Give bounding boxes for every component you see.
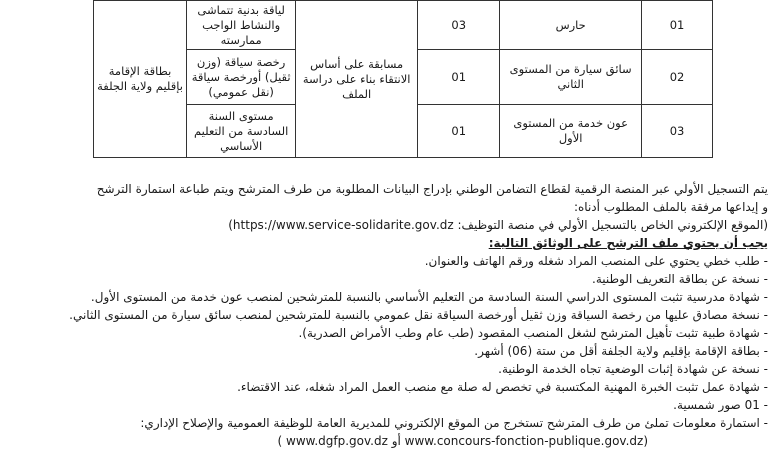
documents-heading: يجب أن يحتوي ملف الترشح على الوثائق التالية: — [488, 236, 768, 250]
post-name: حارس — [500, 1, 642, 50]
post-name: سائق سيارة من المستوى الثاني — [500, 50, 642, 105]
document-item: - نسخة مصادق عليها من رخصة السياقة وزن ثقيل أورخصة السياقة نقل عمومي بالنسبة للمترشحين لمنصب سائق سيارة من المستوى الثاني. — [69, 308, 768, 322]
post-count: 03 — [418, 1, 500, 50]
post-count: 01 — [418, 105, 500, 158]
residence-scope: بطاقة الإقامة بإقليم ولاية الجلفة — [94, 1, 187, 158]
document-item: - 01 صور شمسية. — [673, 398, 768, 412]
website-line: (الموقع الإلكتروني الخاص بالتسجيل الأولي في منصة التوظيف: https://www.service-solidarite.gov.dz) — [228, 218, 768, 232]
post-condition: رخصة سياقة (وزن ثقيل) أورخصة سياقة (نقل عمومي) — [187, 50, 296, 105]
recruitment-mode: مسابقة على أساس الانتقاء بناء على دراسة الملف — [296, 1, 418, 158]
row-number: 01 — [642, 1, 713, 50]
post-condition: لياقة بدنية تتماشى والنشاط الواجب ممارسته — [187, 1, 296, 50]
instructions-text — [8, 172, 768, 470]
jobs-table — [93, 0, 713, 158]
document-item: - شهادة مدرسية تثبت المستوى الدراسي السنة السادسة من التعليم الأساسي بالنسبة للمترشحين لمنصب عون خدمة من المستوى الأول. — [90, 290, 768, 304]
document-item: - نسخة عن بطاقة التعريف الوطنية. — [592, 272, 768, 286]
paragraph-line: و إيداعها مرفقة بالملف المطلوب أدناه: — [573, 200, 768, 214]
post-count: 01 — [418, 50, 500, 105]
row-number: 02 — [642, 50, 713, 105]
document-item: - نسخة عن شهادة إثبات الوضعية تجاه الخدمة الوطنية. — [498, 362, 768, 376]
document-item: - استمارة معلومات تملئ من طرف المترشح تستخرج من الموقع الإلكتروني للمديرية العامة للوظيفة العمومية والإصلاح الإداري: — [140, 416, 768, 430]
paragraph-line: يتم التسجيل الأولي عبر المنصة الرقمية لقطاع التضامن الوطني بإدراج البيانات المطلوبة من طرف المترشح ويتم طباعة استمارة الترشح — [96, 182, 768, 196]
row-number: 03 — [642, 105, 713, 158]
document-item: - شهادة عمل تثبت الخبرة المهنية المكتسبة في تخصص له صلة مع منصب العمل المراد شغله، عند الاقتضاء. — [237, 380, 768, 394]
post-condition: مستوى السنة السادسة من التعليم الأساسي — [187, 105, 296, 158]
website-links: (www.concours-fonction-publique.gov.dz أو www.dgfp.gov.dz ) — [277, 434, 648, 448]
document-item: - بطاقة الإقامة بإقليم ولاية الجلفة أقل من ستة (06) أشهر. — [474, 344, 768, 358]
document-item: - شهادة طبية تثبت تأهيل المترشح لشغل المنصب المقصود (طب عام وطب الأمراض الصدرية). — [298, 326, 768, 340]
document-item: - طلب خطي يحتوي على المنصب المراد شغله ورقم الهاتف والعنوان. — [424, 254, 768, 268]
table-row — [94, 1, 713, 50]
post-name: عون خدمة من المستوى الأول — [500, 105, 642, 158]
